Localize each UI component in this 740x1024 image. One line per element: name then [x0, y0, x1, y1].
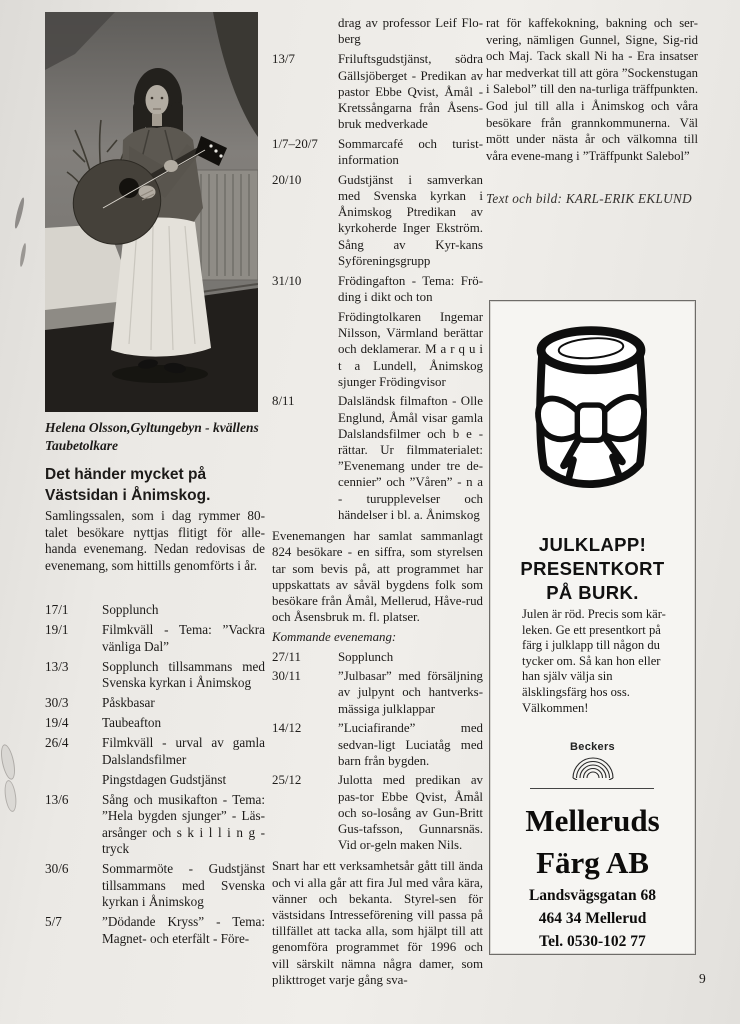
- right-paragraph: rat för kaffekokning, bakning och ser-vering, nämligen Gunnel, Signe, Sig-rid och Maj. Tack skall Ni ha - Era insatser har medverkat till att göra ”Sockenstugan i Salebol” till den na-turliga träffpunkten. God jul till alla i Ånimskog och våra besökare från grannkommunerna. Väl mött under nästa år och välkomna till våra evene-mang i ”Träffpunkt Salebol”: [486, 16, 698, 163]
- event-text: Dalsländsk filmafton - Olle Englund, Åmål visar gamla Dalslandsfilmer och b e - rättar. Ur filmmaterialet: ”Evenemang under tre de-cennier” och ”Våren” - n a - turupplevelser och händelser i bl. a. Ånimskog: [338, 394, 483, 522]
- scan-artifact: [0, 743, 18, 781]
- event-date: 30/6: [45, 861, 69, 876]
- event-text: Gudstjänst i samverkan med Svenska kyrkan i Ånimskog Ptredikan av kyrkoherde Inger Ekström. Sång av Kyr-kans Syföreningsgrupp: [338, 172, 483, 268]
- article-heading-line1: Det händer mycket på: [45, 466, 207, 483]
- event-text: ”Dödande Kryss” - Tema: Magnet- och eterfält - Före-: [102, 914, 265, 946]
- ad-address: [490, 884, 695, 953]
- event-date: 25/12: [272, 773, 302, 788]
- paint-can-with-bow-illustration: [528, 313, 656, 499]
- photo-helena-with-guitar: [45, 12, 258, 412]
- events-summary: Evenemangen har samlat sammanlagt 824 besökare - en siffra, som styrelsen tar som bevis på, att programmet har uppskattats av såväl bygdens folk som besökare från Åmål, Mellerud, Håve-rud och Åsensbruk m. fl. platser.: [272, 529, 483, 625]
- event-text: Sommarcafé och turist-information: [338, 136, 483, 168]
- ad-divider: [530, 788, 654, 789]
- event-date: 31/10: [272, 273, 302, 288]
- event-text: Sopplunch tillsammans med Svenska kyrkan i Ånimskog: [102, 658, 265, 690]
- beckers-rainbow-logo: [569, 754, 617, 780]
- event-text: Friluftsgudstjänst, södra Gällsjöberget - Predikan av pastor Ebbe Qvist, Åmål - Kretssångarna från Åsens-bruk medverkade: [338, 52, 483, 132]
- event-text: Sopplunch: [102, 602, 159, 617]
- middle-column: [272, 15, 483, 992]
- event-row: [272, 136, 483, 168]
- event-row: [272, 772, 483, 853]
- event-row: [272, 649, 483, 665]
- event-row: [45, 602, 265, 619]
- company-name-line2: Färg AB: [536, 845, 649, 880]
- event-text: Filmkväll - urval av gamla Dalslandsfilmer: [102, 735, 265, 767]
- ad-headline-line3: PÅ BURK.: [546, 582, 639, 603]
- article-heading: [45, 464, 267, 506]
- event-row: [45, 695, 265, 712]
- event-date: 27/11: [272, 649, 301, 664]
- ad-headline: [490, 533, 695, 605]
- ad-address-phone: Tel. 0530-102 77: [539, 933, 646, 950]
- event-row: [45, 622, 265, 655]
- event-date: 19/4: [45, 715, 69, 730]
- event-text: ”Luciafirande” med sedvan-ligt Luciatåg med barn från bygden.: [338, 721, 483, 768]
- ad-body-text: Julen är röd. Precis som kär-leken. Ge ett presentkort på färg i julklapp till någon du tycker om. Så kan hon eller han själv välja sin älsklingsfärg hos oss. Välkommen!: [522, 607, 666, 715]
- event-text: Taubeafton: [102, 715, 162, 730]
- event-list-left: [45, 602, 265, 951]
- event-text: Pingstdagen Gudstjänst: [102, 771, 227, 787]
- radiator: [193, 170, 258, 280]
- page-number: 9: [699, 971, 706, 986]
- event-text: ”Julbasar” med försäljning av julpynt och hantverks-mässiga julklappar: [338, 669, 483, 716]
- event-row: [45, 861, 265, 911]
- scan-artifact: [13, 197, 26, 229]
- continuation-text: drag av professor Leif Flo-berg: [338, 16, 483, 47]
- event-row: [272, 273, 483, 390]
- event-row: [45, 914, 265, 947]
- company-name: [490, 800, 695, 884]
- beckers-wordmark: Beckers: [570, 741, 615, 753]
- ad-headline-line2: PRESENTKORT: [520, 558, 665, 579]
- event-row: [272, 172, 483, 269]
- event-date: 20/10: [272, 172, 302, 187]
- event-row: [45, 659, 265, 692]
- event-row: [272, 51, 483, 132]
- photo-caption: Helena Olsson,Gyltungebyn - kvällens Taubetolkare: [45, 420, 259, 453]
- event-date: 5/7: [45, 914, 62, 929]
- event-row: [272, 720, 483, 769]
- event-text: [338, 273, 483, 390]
- company-name-line1: Melleruds: [525, 803, 660, 838]
- ad-headline-line1: JULKLAPP!: [538, 534, 647, 555]
- event-row: [272, 393, 483, 523]
- event-date: 13/6: [45, 791, 69, 807]
- event-date: 17/1: [45, 602, 69, 617]
- event-row: [45, 772, 265, 789]
- scan-artifact: [19, 243, 27, 267]
- event-date: 13/7: [272, 52, 295, 67]
- event-text: Filmkväll - Tema: ”Vackra vänliga Dal”: [102, 622, 265, 654]
- event-text-part1: Frödingafton - Tema: Frö-ding i dikt och ton: [338, 273, 483, 304]
- event-date: 14/12: [272, 721, 302, 736]
- ad-address-city: 464 34 Mellerud: [538, 910, 647, 927]
- event-date: 30/11: [272, 669, 301, 684]
- event-date: 1/7–20/7: [272, 136, 318, 151]
- event-date: 13/3: [45, 658, 69, 674]
- event-date: 30/3: [45, 695, 69, 710]
- event-text: Julotta med predikan av pas-tor Ebbe Qvist, Åmål och so-losång av Gun-Britt Gus-tafsson, Gunnarsnäs. Vid or-geln maken Nils.: [338, 773, 483, 853]
- closing-paragraph: Snart har ett verksamhetsår gått till ända och vi alla går att fira Jul med våra kära, vänner och bekanta. Styrel-sen för västsidans Intresseförening vill passa på tillfället att tacka alla, som hjälpt till att genomföra programmet för 1996 och vill särskilt nämna några damer, som plikttroget varje gång sva-: [272, 859, 483, 987]
- article-intro: Samlingssalen, som i dag rymmer 80-talet besökare nyttjas flitigt för alle-handa evenemang. Nedan redovisas de evenemang, som hittills genomförts i år.: [45, 508, 265, 573]
- event-row: [45, 715, 265, 732]
- event-row: [45, 792, 265, 858]
- event-row: [45, 735, 265, 768]
- ad-address-street: Landsvägsgatan 68: [528, 887, 657, 904]
- event-date: [45, 772, 102, 789]
- event-text: Påskbasar: [102, 695, 155, 710]
- event-row: [272, 668, 483, 717]
- event-date: 8/11: [272, 394, 295, 409]
- article-heading-line2: Västsidan i Ånimskog.: [45, 487, 211, 504]
- event-text-part2: Frödingtolkaren Ingemar Nilsson, Värmland berättar och deklamerar. M a r q u i t a Lundell, Ånimskog sjunger Frödingvisor: [338, 309, 483, 389]
- upcoming-heading: Kommande evenemang:: [272, 630, 397, 645]
- scan-artifact: [3, 779, 18, 812]
- event-date: 19/1: [45, 622, 69, 637]
- event-date: 26/4: [45, 735, 69, 750]
- author-credit: Text och bild: KARL-ERIK EKLUND: [486, 191, 692, 206]
- event-text: Sopplunch: [338, 649, 394, 664]
- ad-box-melleruds-farg: [489, 300, 696, 955]
- event-text: Sång och musikafton - Tema: ”Hela bygden sjunger” - Läs-arsånger och s k i l l i n g - tryck: [102, 791, 265, 856]
- event-text: Sommarmöte - Gudstjänst tillsammans med Svenska kyrkan i Ånimskog: [102, 861, 265, 909]
